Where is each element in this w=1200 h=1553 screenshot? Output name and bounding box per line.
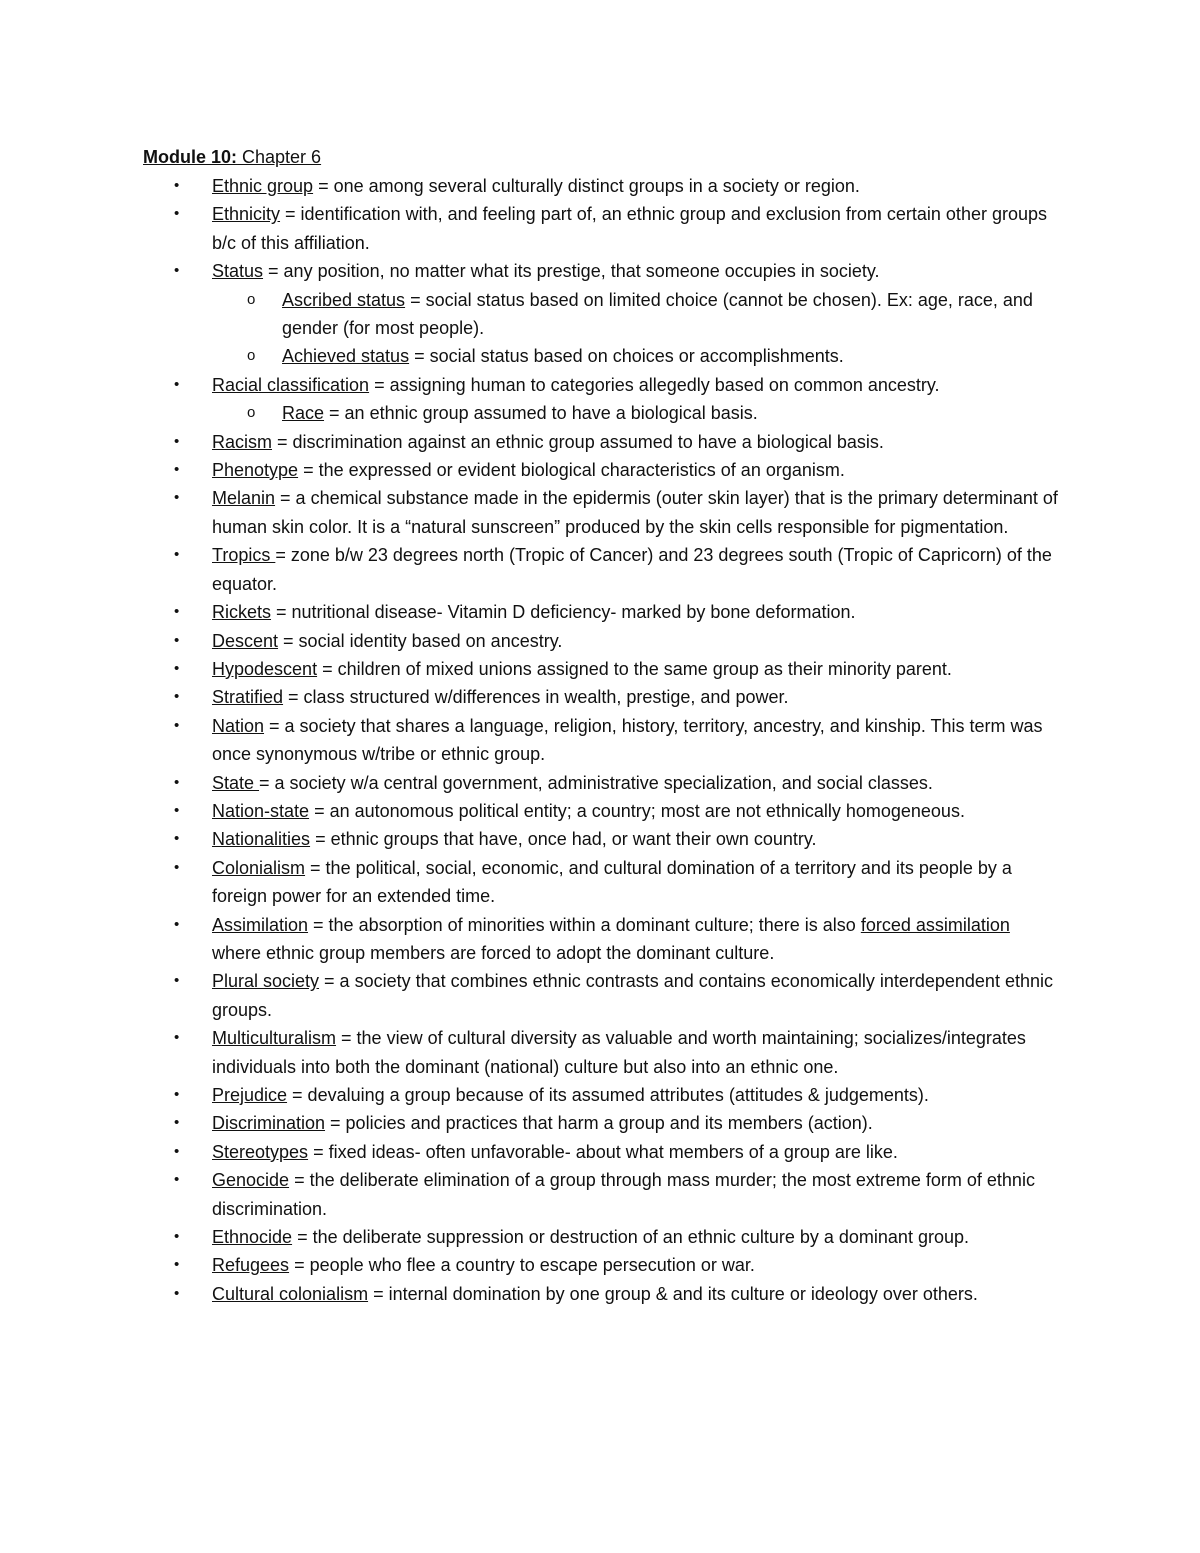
bullet-icon: • bbox=[174, 915, 180, 933]
term-definition: = the political, social, economic, and cultural domination of a territory and its people by a foreign power for an extended time. bbox=[212, 857, 1012, 907]
term-definition: = any position, no matter what its prestige, that someone occupies in society. bbox=[263, 261, 880, 282]
list-item bbox=[143, 1138, 1063, 1166]
bullet-icon: • bbox=[174, 177, 180, 194]
term-definition: = an autonomous political entity; a country; most are not ethnically homogeneous. bbox=[309, 800, 965, 821]
term-definition: = nutritional disease- Vitamin D deficiency- marked by bone deformation. bbox=[271, 602, 856, 623]
term-word: Refugees bbox=[212, 1255, 290, 1276]
term-word: Tropics bbox=[212, 545, 276, 566]
term-word: Phenotype bbox=[212, 460, 299, 481]
term-word: Melanin bbox=[212, 488, 276, 509]
term-word: Hypodescent bbox=[212, 658, 318, 679]
term-word: Racial classification bbox=[212, 374, 370, 395]
sub-list-item bbox=[143, 286, 1063, 343]
list-item bbox=[143, 541, 1063, 598]
bullet-icon: • bbox=[174, 432, 180, 450]
term-definition: = a chemical substance made in the epidermis (outer skin layer) that is the primary determinant of human skin color. It is a “natural sunscreen” produced by the skin cells responsible for pigmentation. bbox=[212, 488, 1058, 537]
term-definition: = ethnic groups that have, once had, or want their own country. bbox=[310, 829, 817, 850]
term-definition: = zone b/w 23 degrees north (Tropic of Cancer) and 23 degrees south (Tropic of Capricorn) of the equator. bbox=[212, 545, 1052, 594]
bullet-icon: • bbox=[174, 972, 180, 990]
bullet-icon: • bbox=[174, 1256, 180, 1274]
term-definition: = a society that shares a language, religion, history, territory, ancestry, and kinship. This term was once synonymous w/tribe or ethnic group. bbox=[212, 715, 1043, 765]
term-definition: = devaluing a group because of its assumed attributes (attitudes & judgements). bbox=[287, 1085, 929, 1105]
term-word: Nationalities bbox=[212, 829, 311, 850]
term-definition: = identification with, and feeling part of, an ethnic group and exclusion from certain other groups b/c of this affiliation. bbox=[212, 204, 1047, 253]
list-item bbox=[143, 655, 1063, 683]
hollow-bullet-icon: o bbox=[247, 347, 256, 365]
term-word: Discrimination bbox=[212, 1113, 326, 1134]
bullet-icon: • bbox=[174, 1029, 180, 1047]
term-definition: = one among several culturally distinct groups in a society or region. bbox=[313, 176, 860, 196]
bullet-icon: • bbox=[174, 688, 180, 706]
term-definition: = social status based on choices or accomplishments. bbox=[409, 346, 844, 367]
term-definition: = fixed ideas- often unfavorable- about what members of a group are like. bbox=[308, 1141, 898, 1162]
term-definition: = policies and practices that harm a group and its members (action). bbox=[325, 1113, 873, 1134]
term-definition: = a society w/a central government, administrative specialization, and social classes. bbox=[259, 772, 933, 793]
bullet-icon: • bbox=[174, 1171, 180, 1189]
bullet-icon: • bbox=[174, 461, 180, 479]
bullet-icon: • bbox=[174, 1228, 180, 1246]
page-title bbox=[143, 142, 1063, 172]
list-item bbox=[143, 1223, 1063, 1251]
bullet-icon: • bbox=[174, 1114, 180, 1132]
term-definition: = a society that combines ethnic contrasts and contains economically interdependent ethnic groups. bbox=[212, 971, 1053, 1020]
list-item bbox=[143, 627, 1063, 655]
term-word: Genocide bbox=[212, 1170, 290, 1191]
bullet-icon: • bbox=[174, 830, 180, 848]
list-item bbox=[143, 1081, 1063, 1109]
term-word: Plural society bbox=[212, 971, 320, 992]
bullet-icon: • bbox=[174, 489, 180, 507]
list-item bbox=[143, 825, 1063, 853]
term-definition: = class structured w/differences in wealth, prestige, and power. bbox=[283, 687, 789, 708]
list-item bbox=[143, 1251, 1063, 1279]
list-item bbox=[143, 1024, 1063, 1081]
list-item bbox=[143, 371, 1063, 399]
term-definition: = discrimination against an ethnic group assumed to have a biological basis. bbox=[272, 431, 884, 452]
bullet-icon: • bbox=[174, 1086, 180, 1103]
term-word: Ethnicity bbox=[212, 204, 281, 225]
term-definition: = social status based on limited choice (cannot be chosen). Ex: age, race, and gender (for most people). bbox=[282, 289, 1033, 339]
list-item bbox=[143, 257, 1063, 285]
list-item bbox=[143, 1109, 1063, 1137]
term-word: Nation-state bbox=[212, 800, 310, 821]
bullet-icon: • bbox=[174, 801, 180, 819]
list-item bbox=[143, 712, 1063, 769]
term-word: Race bbox=[282, 403, 325, 424]
sub-list-item bbox=[143, 399, 1063, 427]
list-item bbox=[143, 428, 1063, 456]
term-word: Nation bbox=[212, 715, 265, 736]
bullet-icon: • bbox=[174, 1142, 180, 1160]
term-word: Colonialism bbox=[212, 857, 306, 878]
term-word: Racism bbox=[212, 431, 273, 452]
term-word: Ethnic group bbox=[212, 176, 314, 196]
bullet-icon: • bbox=[174, 773, 180, 791]
term-definition: = internal domination by one group & and its culture or ideology over others. bbox=[368, 1283, 978, 1304]
term-word: Stereotypes bbox=[212, 1141, 309, 1162]
list-item bbox=[143, 484, 1063, 541]
bullet-icon: • bbox=[174, 262, 180, 280]
bullet-icon: • bbox=[174, 858, 180, 876]
hollow-bullet-icon: o bbox=[247, 404, 256, 422]
term-definition-continued: where ethnic group members are forced to adopt the dominant culture. bbox=[212, 942, 775, 963]
bullet-icon: • bbox=[174, 546, 180, 564]
list-item bbox=[143, 911, 1063, 968]
term-definition: = the deliberate suppression or destruction of an ethnic culture by a dominant group. bbox=[292, 1227, 969, 1248]
list-item bbox=[143, 769, 1063, 797]
term-definition: = an ethnic group assumed to have a biological basis. bbox=[324, 403, 758, 424]
term-word: Status bbox=[212, 261, 264, 282]
term-word: Achieved status bbox=[282, 346, 410, 367]
term-word: Prejudice bbox=[212, 1085, 288, 1105]
heading-chapter: Chapter 6 bbox=[237, 147, 322, 167]
term-definition: = the expressed or evident biological characteristics of an organism. bbox=[298, 460, 845, 481]
term-definition: = people who flee a country to escape persecution or war. bbox=[289, 1255, 755, 1276]
bullet-icon: • bbox=[174, 603, 180, 621]
term-word: State bbox=[212, 772, 260, 793]
list-item bbox=[143, 172, 1063, 200]
list-item bbox=[143, 683, 1063, 711]
list-item bbox=[143, 200, 1063, 257]
term-definition: = the view of cultural diversity as valuable and worth maintaining; socializes/integrates individuals into both the dominant (national) culture but also into an ethnic one. bbox=[212, 1028, 1026, 1077]
term-word: Assimilation bbox=[212, 914, 309, 935]
term-definition: = children of mixed unions assigned to the same group as their minority parent. bbox=[317, 658, 952, 679]
term-word: Descent bbox=[212, 630, 279, 651]
term-word: Cultural colonialism bbox=[212, 1283, 369, 1304]
term-word: Ethnocide bbox=[212, 1227, 293, 1248]
list-item bbox=[143, 967, 1063, 1024]
bullet-icon: • bbox=[174, 375, 180, 393]
term-definition: = assigning human to categories allegedly based on common ancestry. bbox=[369, 374, 940, 395]
list-item bbox=[143, 598, 1063, 626]
bullet-icon: • bbox=[174, 659, 180, 677]
term-word: Multiculturalism bbox=[212, 1028, 337, 1049]
term-definition: = social identity based on ancestry. bbox=[278, 630, 563, 651]
list-item bbox=[143, 1280, 1063, 1308]
term-word: Stratified bbox=[212, 687, 284, 708]
bullet-icon: • bbox=[174, 631, 180, 649]
sub-list-item bbox=[143, 342, 1063, 370]
bullet-icon: • bbox=[174, 716, 180, 734]
term-word: Ascribed status bbox=[282, 289, 406, 310]
term-word: Rickets bbox=[212, 602, 272, 623]
hollow-bullet-icon: o bbox=[247, 290, 256, 308]
bullet-icon: • bbox=[174, 205, 180, 223]
list-item bbox=[143, 1166, 1063, 1223]
term-definition: = the deliberate elimination of a group through mass murder; the most extreme form of ethnic discrimination. bbox=[212, 1170, 1035, 1219]
term-list bbox=[143, 172, 1063, 1308]
list-item bbox=[143, 456, 1063, 484]
term-definition: = the absorption of minorities within a dominant culture; there is also bbox=[308, 914, 861, 935]
bullet-icon: • bbox=[174, 1284, 180, 1302]
list-item bbox=[143, 854, 1063, 911]
list-item bbox=[143, 797, 1063, 825]
term-word-secondary: forced assimilation bbox=[860, 914, 1010, 935]
heading-module: Module 10: bbox=[143, 147, 238, 167]
document-content bbox=[143, 142, 1063, 1308]
